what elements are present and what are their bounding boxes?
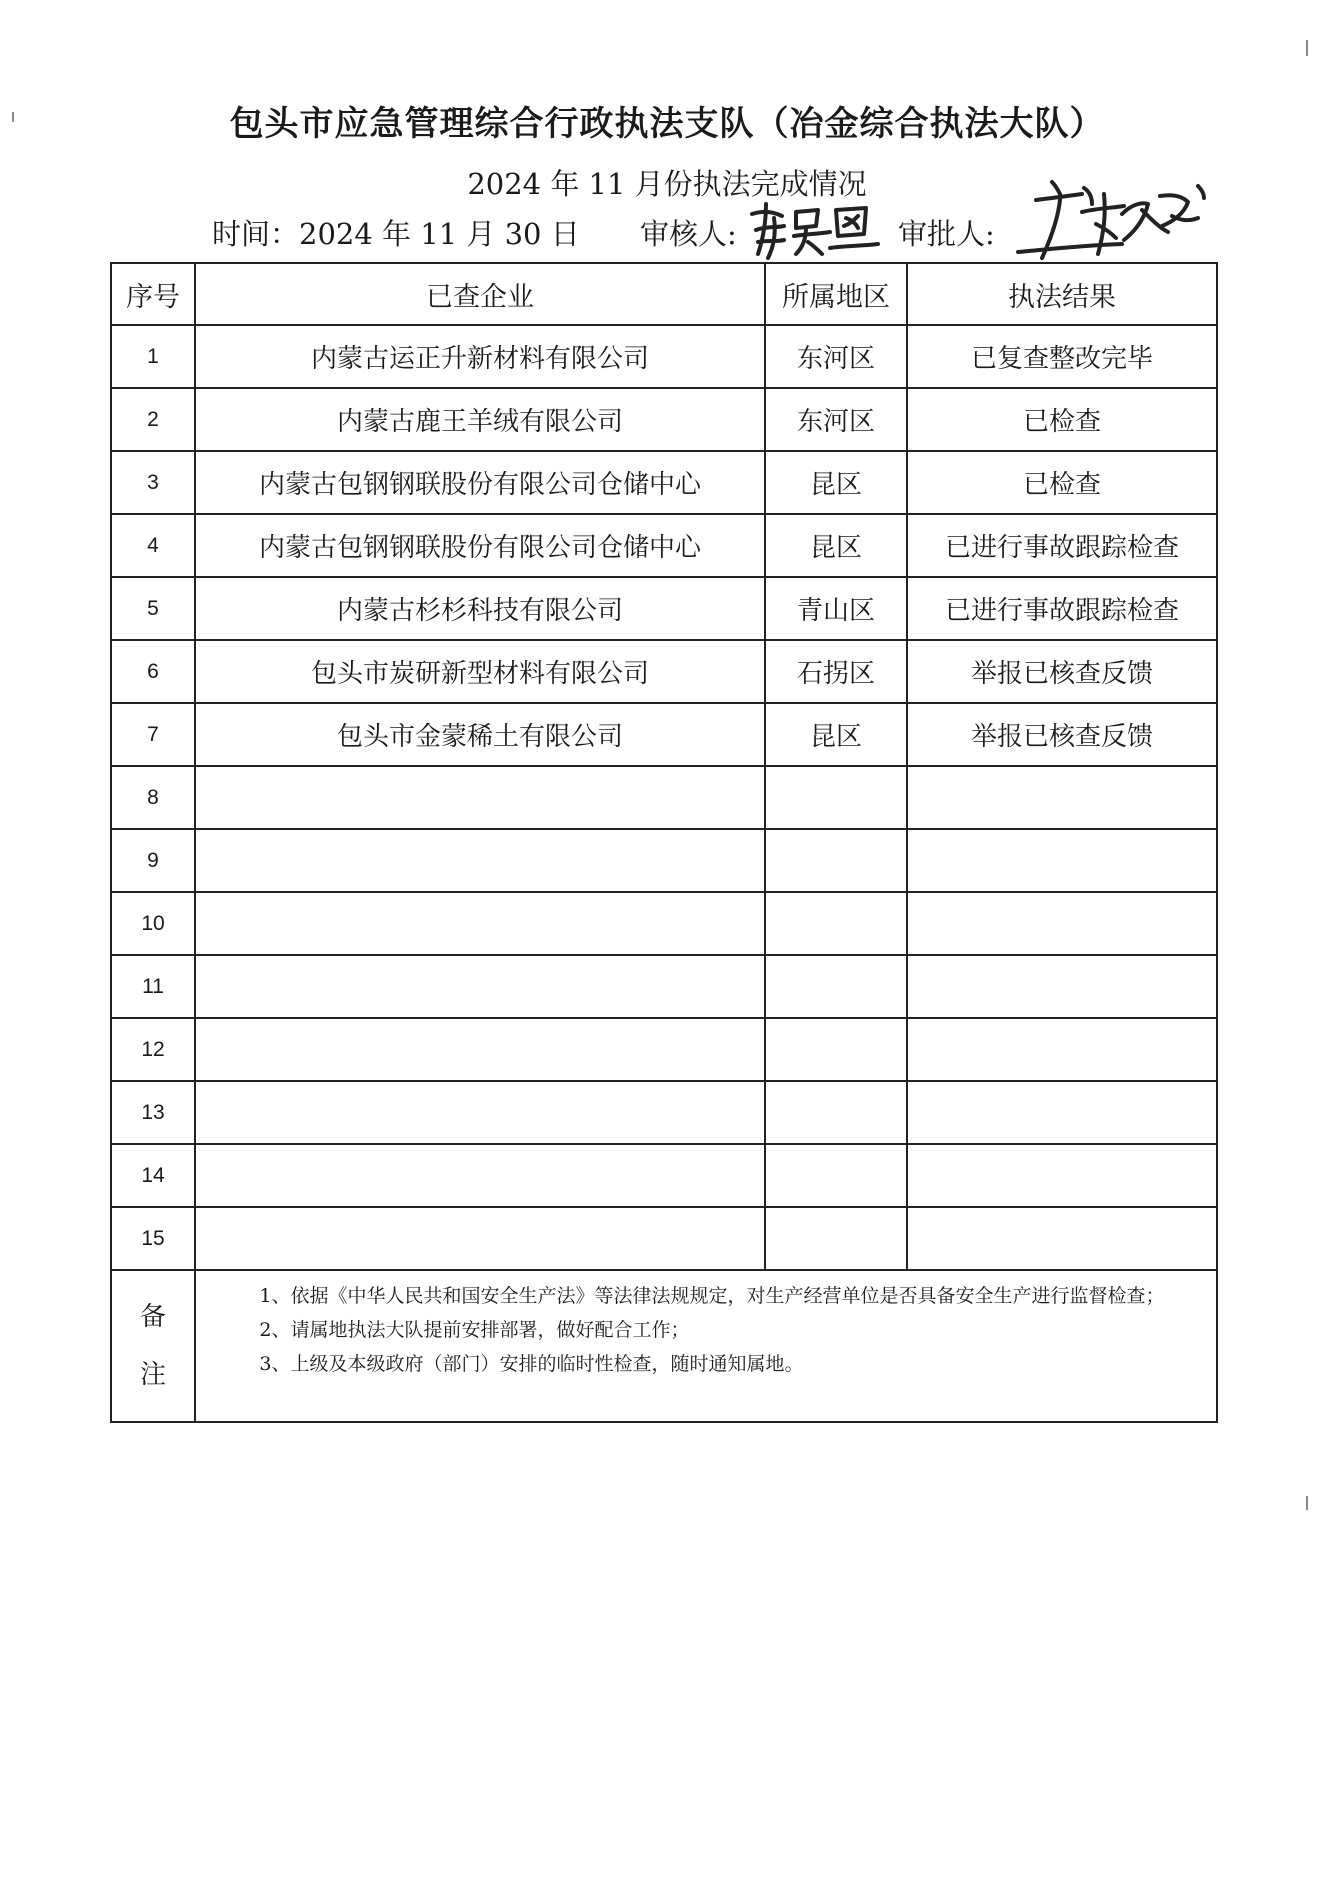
document-title: 包头市应急管理综合行政执法支队（冶金综合执法大队）	[229, 104, 1105, 144]
company-cell	[195, 1207, 765, 1270]
notes-row	[111, 1270, 1217, 1422]
header-serial-number: 序号	[111, 263, 195, 325]
company-cell: 内蒙古运正升新材料有限公司	[195, 325, 765, 388]
result-cell	[907, 955, 1217, 1018]
area-cell	[765, 955, 907, 1018]
area-cell	[765, 829, 907, 892]
serial-number-cell: 11	[111, 955, 195, 1018]
result-cell	[907, 766, 1217, 829]
serial-number-cell: 13	[111, 1081, 195, 1144]
result-cell	[907, 1144, 1217, 1207]
table-row	[111, 640, 1217, 703]
area-cell: 昆区	[765, 703, 907, 766]
area-cell: 昆区	[765, 514, 907, 577]
result-cell	[907, 1018, 1217, 1081]
inspection-table	[110, 262, 1218, 1423]
area-cell: 石拐区	[765, 640, 907, 703]
table-row	[111, 892, 1217, 955]
table-row	[111, 514, 1217, 577]
table-row	[111, 577, 1217, 640]
company-cell: 内蒙古鹿王羊绒有限公司	[195, 388, 765, 451]
header-area: 所属地区	[765, 263, 907, 325]
company-cell	[195, 892, 765, 955]
result-cell: 已进行事故跟踪检查	[907, 577, 1217, 640]
serial-number-cell: 15	[111, 1207, 195, 1270]
company-cell	[195, 829, 765, 892]
area-cell	[765, 1018, 907, 1081]
serial-number-cell: 5	[111, 577, 195, 640]
result-cell: 已检查	[907, 388, 1217, 451]
approver-label: 审批人:	[898, 217, 995, 251]
table-row	[111, 451, 1217, 514]
result-cell	[907, 892, 1217, 955]
note-item: 1、依据《中华人民共和国安全生产法》等法律法规规定，对生产经营单位是否具备安全生产进行监督检查；	[259, 1285, 1165, 1307]
approver-signature	[1012, 174, 1212, 264]
company-cell	[195, 1081, 765, 1144]
result-cell: 已进行事故跟踪检查	[907, 514, 1217, 577]
notes-label-line: 备	[139, 1302, 166, 1332]
serial-number-cell: 6	[111, 640, 195, 703]
area-cell	[765, 1144, 907, 1207]
serial-number-cell: 4	[111, 514, 195, 577]
result-cell: 举报已核查反馈	[907, 640, 1217, 703]
serial-number-cell: 1	[111, 325, 195, 388]
reviewer-signature	[744, 196, 884, 266]
table-row	[111, 829, 1217, 892]
area-cell: 东河区	[765, 388, 907, 451]
table-row	[111, 388, 1217, 451]
area-cell	[765, 766, 907, 829]
company-cell	[195, 1144, 765, 1207]
result-cell: 已复查整改完毕	[907, 325, 1217, 388]
company-cell: 包头市金蒙稀土有限公司	[195, 703, 765, 766]
note-item: 3、上级及本级政府（部门）安排的临时性检查，随时通知属地。	[259, 1353, 804, 1375]
company-cell: 内蒙古杉杉科技有限公司	[195, 577, 765, 640]
company-cell	[195, 955, 765, 1018]
scan-edge-mark	[1306, 40, 1308, 56]
reviewer-label: 审核人:	[640, 217, 737, 251]
result-cell: 举报已核查反馈	[907, 703, 1217, 766]
table-row	[111, 1144, 1217, 1207]
company-cell: 内蒙古包钢钢联股份有限公司仓储中心	[195, 451, 765, 514]
area-cell	[765, 892, 907, 955]
header-result: 执法结果	[907, 263, 1217, 325]
result-cell	[907, 1207, 1217, 1270]
area-cell	[765, 1081, 907, 1144]
serial-number-cell: 9	[111, 829, 195, 892]
table-row	[111, 325, 1217, 388]
result-cell	[907, 829, 1217, 892]
company-cell	[195, 1018, 765, 1081]
company-cell	[195, 766, 765, 829]
area-cell	[765, 1207, 907, 1270]
serial-number-cell: 8	[111, 766, 195, 829]
scan-edge-mark	[12, 112, 14, 122]
company-cell: 内蒙古包钢钢联股份有限公司仓储中心	[195, 514, 765, 577]
area-cell: 青山区	[765, 577, 907, 640]
table-row	[111, 703, 1217, 766]
table-row	[111, 1018, 1217, 1081]
notes-body	[195, 1270, 1217, 1422]
notes-label-line: 注	[139, 1360, 166, 1390]
table-header-row	[111, 263, 1217, 325]
area-cell: 东河区	[765, 325, 907, 388]
table-row	[111, 1207, 1217, 1270]
header-company: 已查企业	[195, 263, 765, 325]
company-cell: 包头市炭研新型材料有限公司	[195, 640, 765, 703]
inspection-date: 时间：2024 年 11 月 30 日	[212, 217, 580, 251]
note-item: 2、请属地执法大队提前安排部署，做好配合工作；	[259, 1319, 690, 1341]
serial-number-cell: 14	[111, 1144, 195, 1207]
notes-label	[111, 1270, 195, 1422]
serial-number-cell: 2	[111, 388, 195, 451]
document-subtitle: 2024 年 11 月份执法完成情况	[467, 167, 867, 201]
scan-edge-mark	[1306, 1496, 1308, 1510]
table-row	[111, 1081, 1217, 1144]
serial-number-cell: 10	[111, 892, 195, 955]
result-cell: 已检查	[907, 451, 1217, 514]
table-row	[111, 766, 1217, 829]
table-row	[111, 955, 1217, 1018]
serial-number-cell: 7	[111, 703, 195, 766]
result-cell	[907, 1081, 1217, 1144]
serial-number-cell: 3	[111, 451, 195, 514]
area-cell: 昆区	[765, 451, 907, 514]
serial-number-cell: 12	[111, 1018, 195, 1081]
